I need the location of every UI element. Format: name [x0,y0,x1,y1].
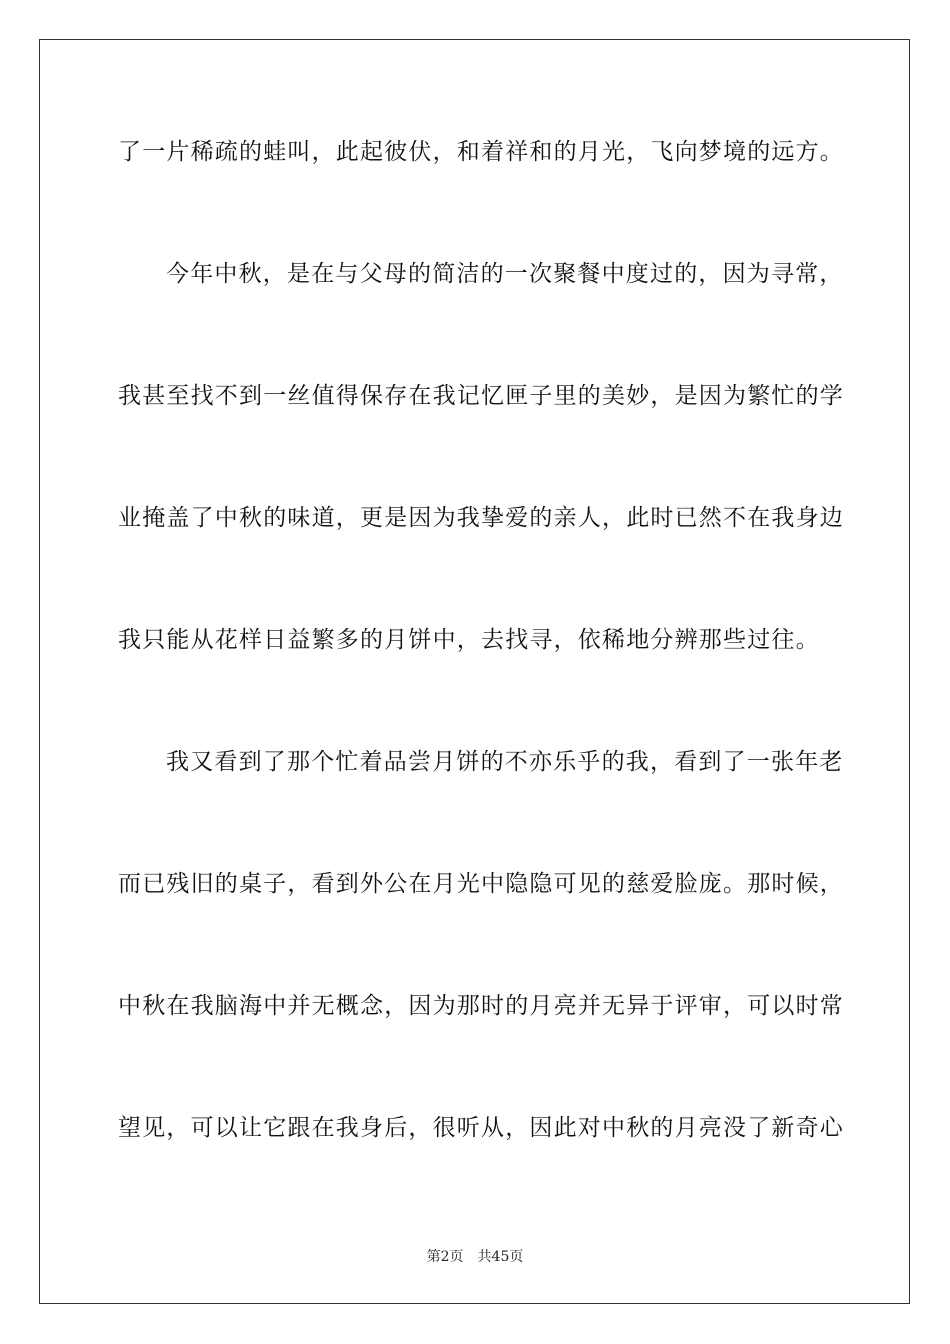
text-line-5: 我只能从花样日益繁多的月饼中，去找寻，依稀地分辨那些过往。 [118,627,820,653]
text-line-7: 而已残旧的桌子，看到外公在月光中隐隐可见的慈爱脸庞。那时候， [118,871,844,897]
text-line-3: 我甚至找不到一丝值得保存在我记忆匣子里的美妙，是因为繁忙的学 [118,383,844,409]
page-footer [0,1248,950,1266]
text-line-1: 了一片稀疏的蛙叫，此起彼伏，和着祥和的月光，飞向梦境的远方。 [118,139,844,165]
text-line-6-paragraph-start: 我又看到了那个忙着品尝月饼的不亦乐乎的我，看到了一张年老 [166,749,844,775]
text-line-8: 中秋在我脑海中并无概念，因为那时的月亮并无异于评审，可以时常 [118,993,844,1019]
total-pages: 共45页 [477,1249,524,1265]
text-line-4: 业掩盖了中秋的味道，更是因为我挚爱的亲人，此时已然不在我身边 [118,505,844,531]
page-number: 第2页 [426,1249,464,1265]
text-line-9: 望见，可以让它跟在我身后，很听从，因此对中秋的月亮没了新奇心 [118,1115,844,1141]
text-line-2-paragraph-start: 今年中秋，是在与父母的简洁的一次聚餐中度过的，因为寻常， [166,261,844,287]
